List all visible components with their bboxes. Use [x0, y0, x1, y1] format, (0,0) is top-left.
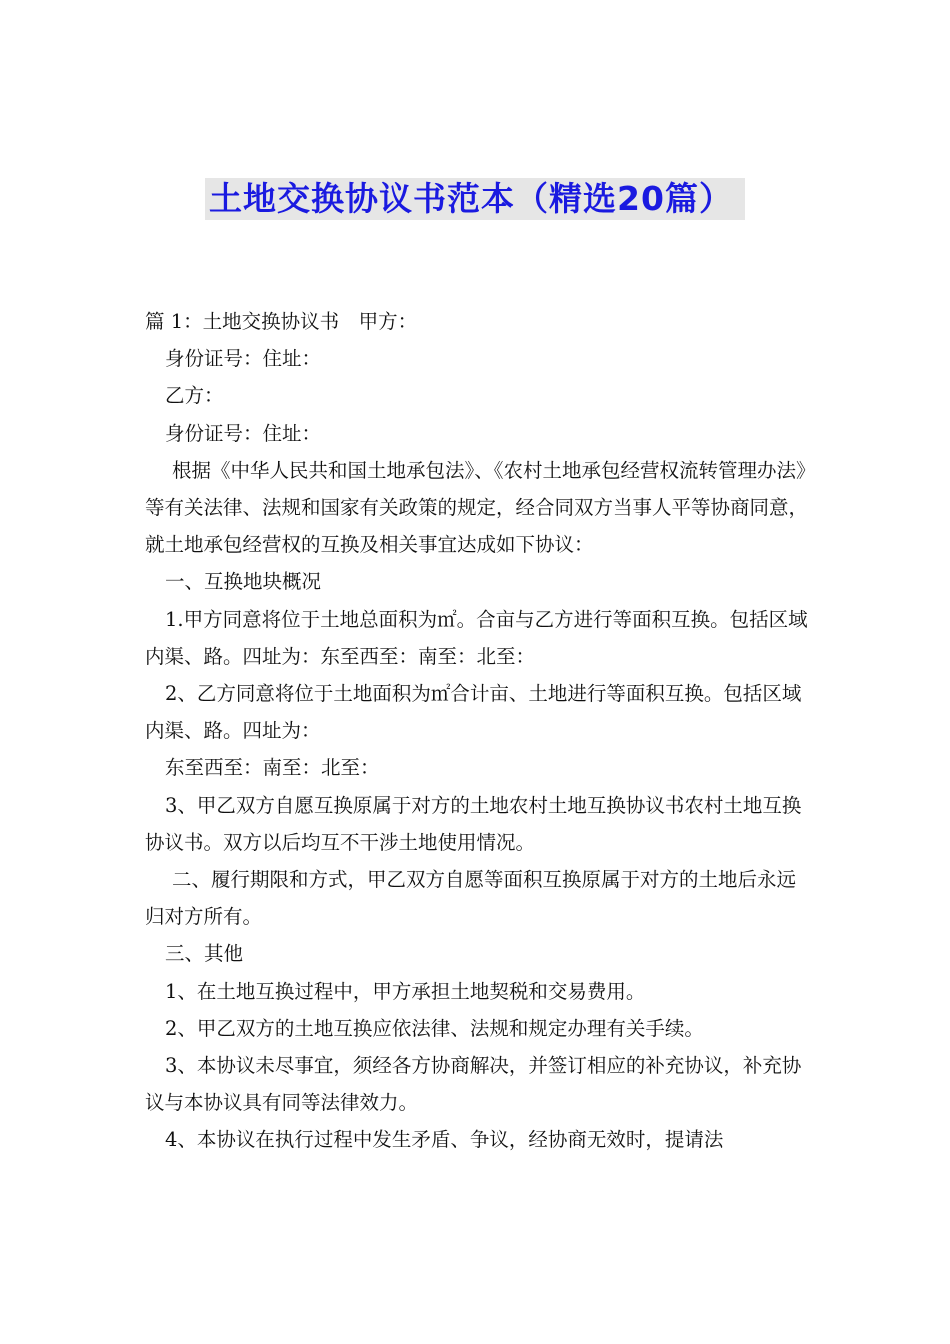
title-container	[0, 178, 950, 220]
paragraph: 2、甲乙双方的土地互换应依法律、法规和规定办理有关手续。	[165, 1016, 704, 1040]
paragraph: 身份证号：住址：	[165, 347, 322, 371]
paragraph: 二、履行期限和方式，甲乙双方自愿等面积互换原属于对方的土地后永远归对方所有。	[145, 868, 797, 929]
document-body	[145, 303, 810, 1159]
paragraph: 三、其他	[165, 942, 244, 966]
paragraph: 一、互换地块概况	[165, 570, 322, 594]
paragraph: 乙方：	[165, 384, 224, 408]
paragraph: 3、甲乙双方自愿互换原属于对方的土地农村土地互换协议书农村土地互换协议书。双方以后均互不干涉土地使用情况。	[145, 793, 802, 854]
paragraph: 篇 1：土地交换协议书 甲方：	[145, 310, 418, 333]
paragraph: 3、本协议未尽事宜，须经各方协商解决，并签订相应的补充协议，补充协议与本协议具有同等法律效力。	[145, 1054, 802, 1115]
paragraph: 根据《中华人民共和国土地承包法》、《农村土地承包经营权流转管理办法》等有关法律、法规和国家有关政策的规定，经合同双方当事人平等协商同意，就土地承包经营权的互换及相关事宜达成如下协议：	[145, 458, 809, 557]
document-title: 土地交换协议书范本（精选20篇）	[205, 178, 745, 220]
paragraph: 4、本协议在执行过程中发生矛盾、争议，经协商无效时，提请法	[165, 1128, 724, 1152]
paragraph: 东至西至：南至：北至：	[165, 756, 380, 780]
paragraph: 1、在土地互换过程中，甲方承担土地契税和交易费用。	[165, 979, 646, 1003]
paragraph: 身份证号：住址：	[165, 421, 322, 445]
paragraph: 2、乙方同意将位于土地面积为㎡合计亩、土地进行等面积互换。包括区域内渠、路。四址为：	[145, 682, 802, 743]
paragraph: 1.甲方同意将位于土地总面积为㎡。合亩与乙方进行等面积互换。包括区域内渠、路。四址为：东至西至：南至：北至：	[145, 607, 808, 668]
